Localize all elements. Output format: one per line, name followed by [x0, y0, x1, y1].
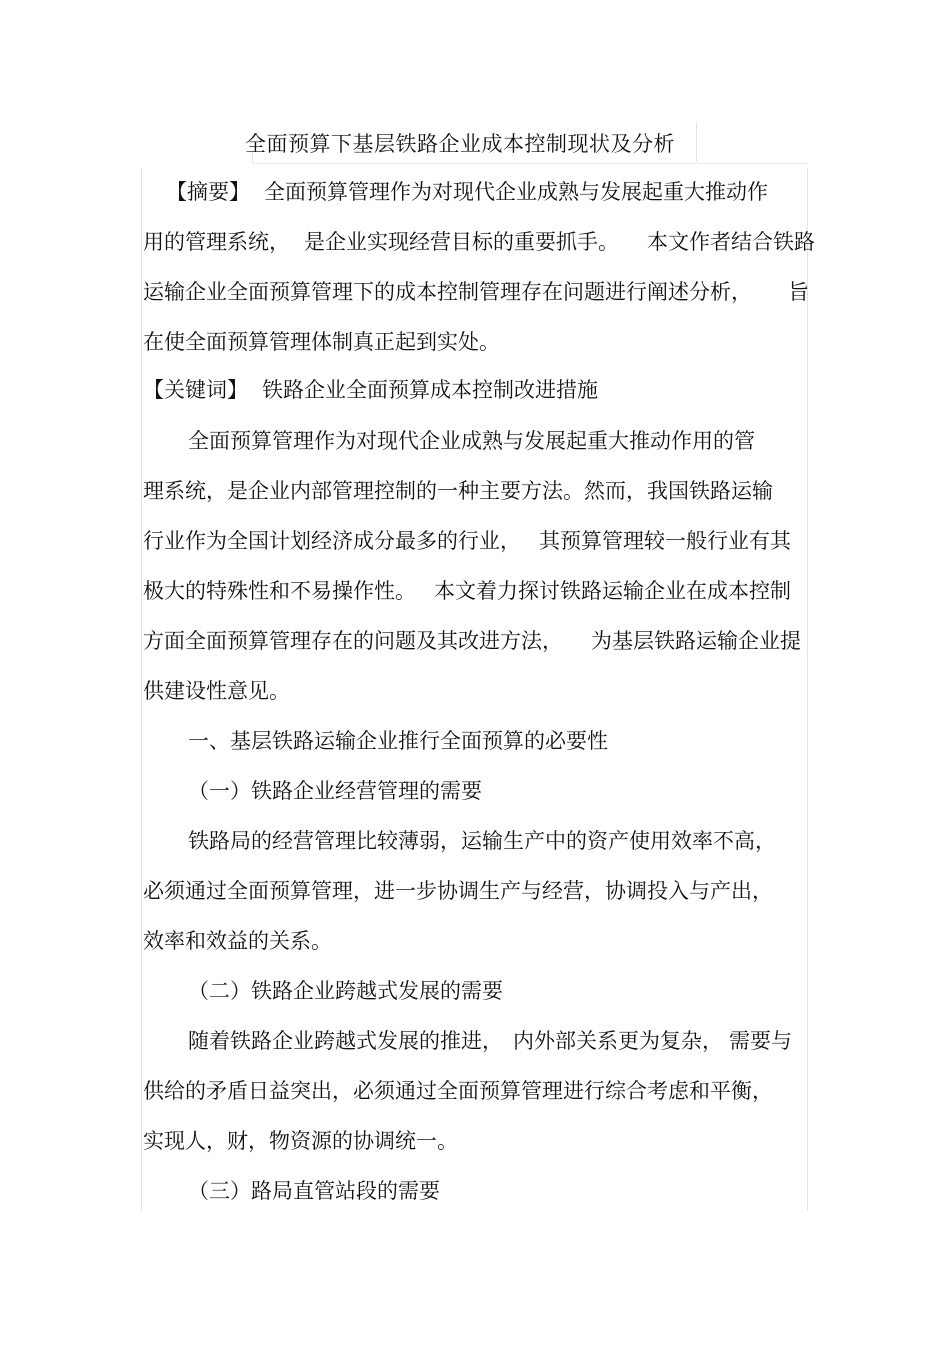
intro-line: 全面预算管理作为对现代企业成熟与发展起重大推动作用的管 — [188, 429, 755, 453]
abstract-line: 用的管理系统， 是企业实现经营目标的重要抓手。 本文作者结合铁路 — [143, 230, 815, 254]
abstract-line: 运输企业全面预算管理下的成本控制管理存在问题进行阐述分析， 旨 — [143, 280, 809, 304]
body-line: 铁路局的经营管理比较薄弱，运输生产中的资产使用效率不高， — [188, 829, 776, 853]
document-title: 全面预算下基层铁路企业成本控制现状及分析 — [245, 132, 675, 156]
intro-line: 理系统，是企业内部管理控制的一种主要方法。然而，我国铁路运输 — [143, 479, 773, 503]
guide-line — [141, 168, 142, 1211]
guide-line — [252, 163, 808, 164]
intro-line: 方面全面预算管理存在的问题及其改进方法， 为基层铁路运输企业提 — [143, 629, 801, 653]
body-line: 供给的矛盾日益突出，必须通过全面预算管理进行综合考虑和平衡， — [143, 1079, 773, 1103]
abstract-line: 【摘要】 全面预算管理作为对现代企业成熟与发展起重大推动作 — [166, 180, 768, 204]
intro-line: 供建设性意见。 — [143, 679, 290, 703]
subsection-heading: （二）铁路企业跨越式发展的需要 — [188, 979, 503, 1003]
body-line: 随着铁路企业跨越式发展的推进， 内外部关系更为复杂， 需要与 — [188, 1029, 792, 1053]
guide-line — [807, 168, 808, 1211]
keywords-text: 铁路企业全面预算成本控制改进措施 — [262, 378, 598, 402]
section-heading: 一、基层铁路运输企业推行全面预算的必要性 — [188, 729, 608, 753]
body-line: 必须通过全面预算管理，进一步协调生产与经营，协调投入与产出， — [143, 879, 773, 903]
subsection-heading: （一）铁路企业经营管理的需要 — [188, 779, 482, 803]
abstract-label: 【摘要】 — [166, 180, 250, 204]
keywords-line — [143, 376, 598, 404]
body-line: 实现人，财，物资源的协调统一。 — [143, 1129, 458, 1153]
intro-line: 行业作为全国计划经济成分最多的行业， 其预算管理较一般行业有其 — [143, 529, 791, 553]
abstract-line: 在使全面预算管理体制真正起到实处。 — [143, 330, 500, 354]
intro-line: 极大的特殊性和不易操作性。 本文着力探讨铁路运输企业在成本控制 — [143, 579, 791, 603]
subsection-heading: （三）路局直管站段的需要 — [188, 1179, 440, 1203]
keywords-label: 【关键词】 — [143, 378, 248, 402]
body-line: 效率和效益的关系。 — [143, 929, 332, 953]
